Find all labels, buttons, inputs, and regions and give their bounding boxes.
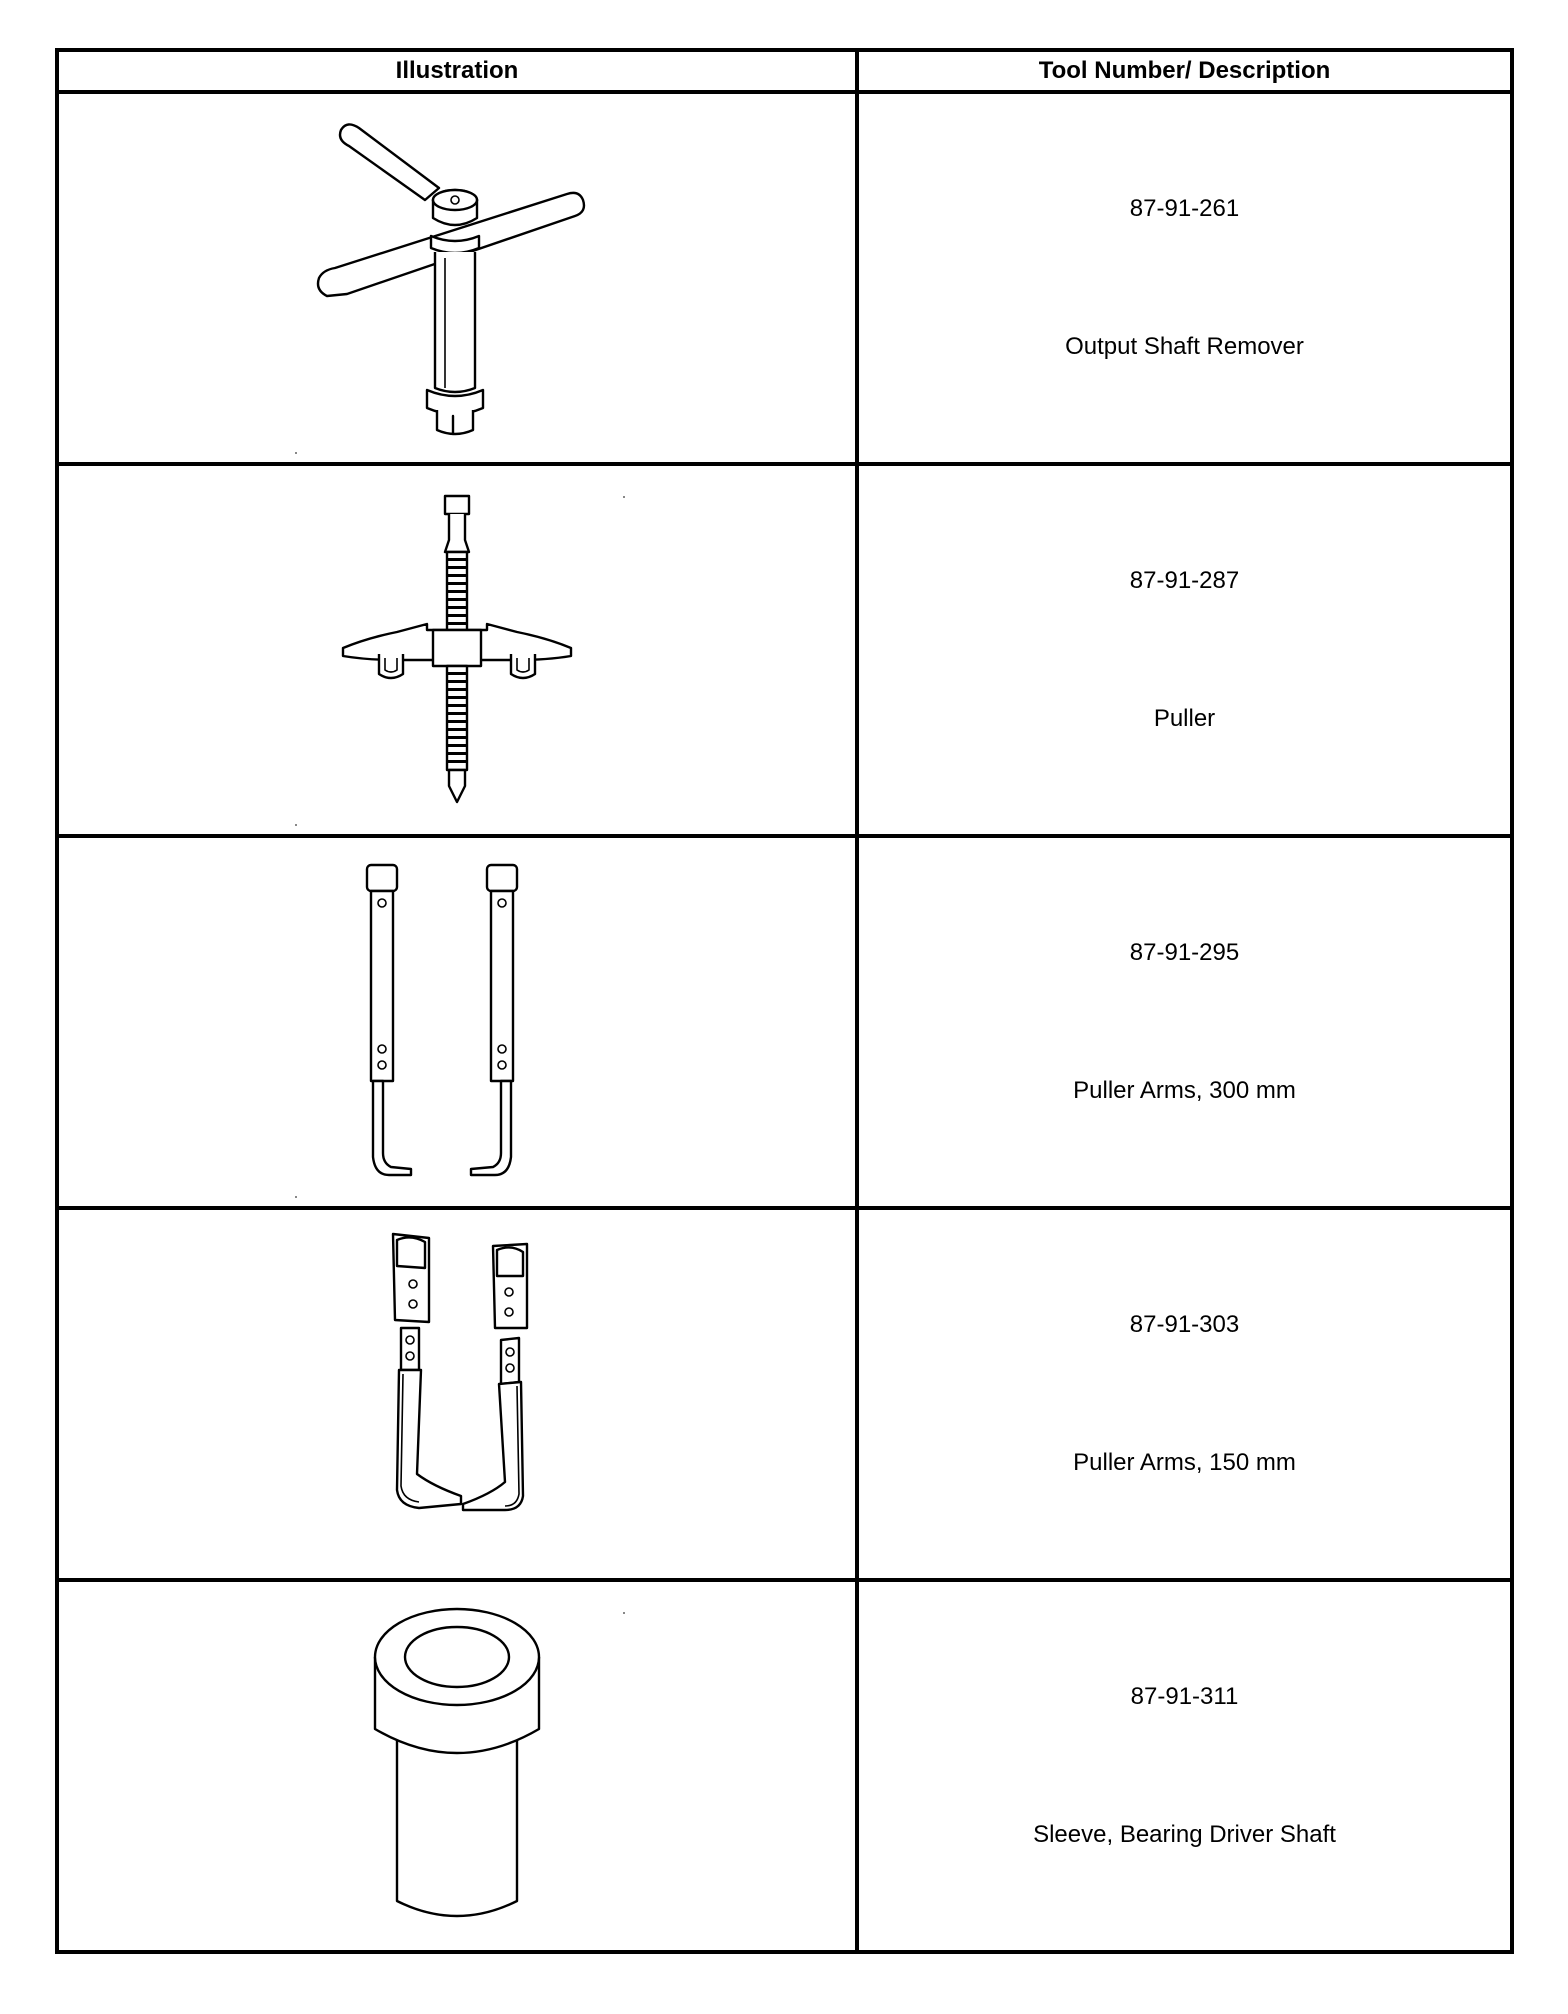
illustration-header: Illustration (57, 50, 857, 92)
scan-speck (295, 824, 297, 826)
tool-description: Output Shaft Remover (1065, 333, 1304, 360)
illustration-cell (57, 1580, 857, 1952)
puller-arms-150-illustration (337, 1224, 577, 1564)
scan-speck (623, 1612, 625, 1614)
description-cell (857, 1208, 1512, 1580)
scan-speck (295, 452, 297, 454)
table-row (57, 1580, 1512, 1952)
description-cell (857, 836, 1512, 1208)
tool-number: 87-91-311 (1130, 1683, 1239, 1710)
table-row (57, 836, 1512, 1208)
illustration-cell (57, 1208, 857, 1580)
tool-description: Puller (1153, 705, 1216, 732)
table-header-row (57, 50, 1512, 92)
tool-number: 87-91-303 (1129, 1311, 1240, 1338)
tool-number: 87-91-295 (1129, 939, 1240, 966)
table-row (57, 464, 1512, 836)
scan-speck (623, 496, 625, 498)
description-cell (857, 464, 1512, 836)
output-shaft-remover-illustration (307, 108, 607, 448)
tool-description: Sleeve, Bearing Driver Shaft (1033, 1821, 1336, 1848)
sleeve-illustration (357, 1601, 557, 1931)
description-cell (857, 1580, 1512, 1952)
tool-table (55, 48, 1514, 1954)
scan-speck (295, 1196, 297, 1198)
illustration-cell (57, 464, 857, 836)
tool-number: 87-91-287 (1129, 567, 1240, 594)
description-cell (857, 92, 1512, 464)
tool-description: Puller Arms, 300 mm (1073, 1077, 1296, 1104)
tool-number: 87-91-261 (1129, 195, 1240, 222)
description-header: Tool Number/ Description (857, 50, 1512, 92)
puller-arms-300-illustration (337, 857, 577, 1187)
table-row (57, 92, 1512, 464)
illustration-cell (57, 92, 857, 464)
puller-illustration (337, 490, 577, 810)
tool-description: Puller Arms, 150 mm (1073, 1449, 1296, 1476)
illustration-cell (57, 836, 857, 1208)
table-row (57, 1208, 1512, 1580)
